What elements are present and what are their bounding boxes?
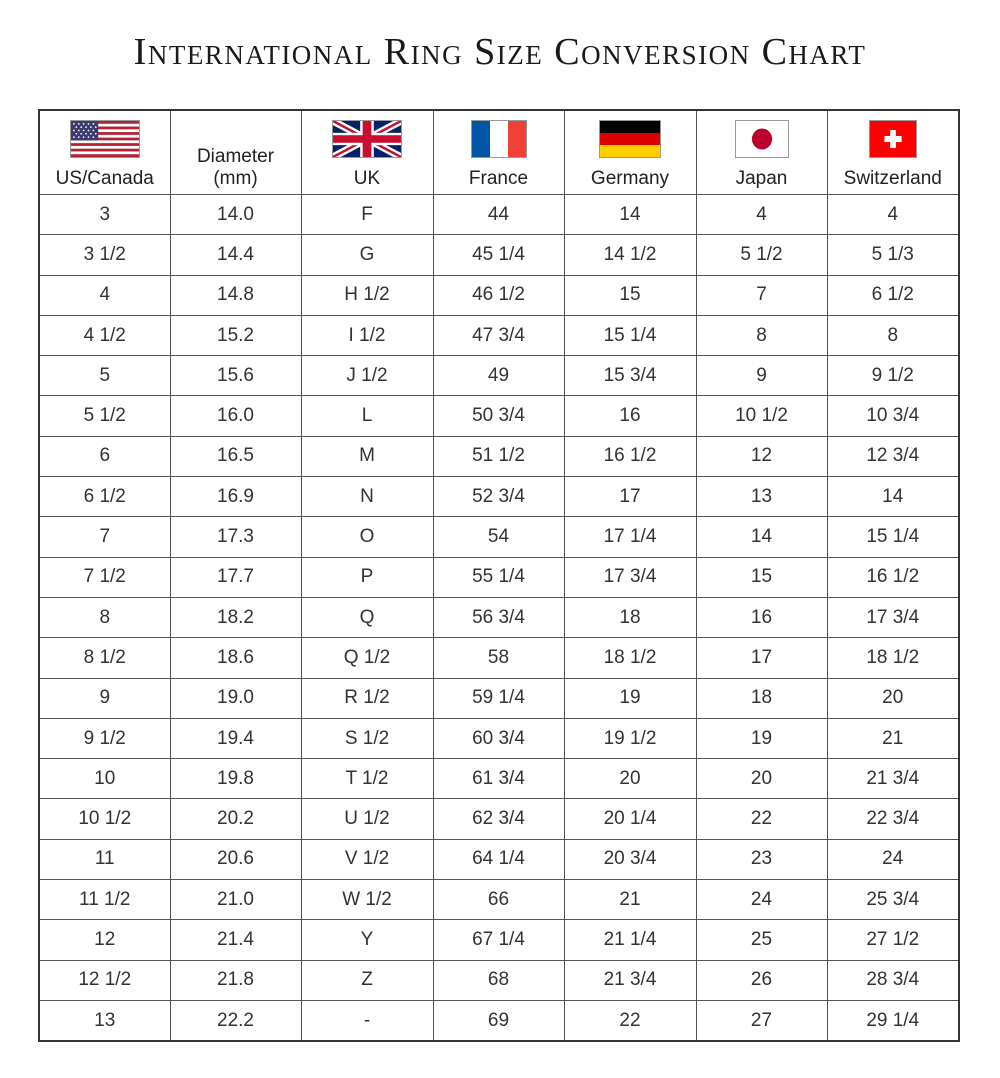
cell-france: 68 <box>433 960 564 1000</box>
cell-germany: 17 <box>564 477 696 517</box>
cell-japan: 8 <box>696 315 827 355</box>
table-row <box>39 718 959 758</box>
cell-switzerland: 21 <box>827 718 959 758</box>
cell-japan: 14 <box>696 517 827 557</box>
column-header-uk <box>301 110 433 195</box>
table-row <box>39 517 959 557</box>
cell-japan: 17 <box>696 638 827 678</box>
cell-switzerland: 6 1/2 <box>827 275 959 315</box>
cell-uk: - <box>301 1000 433 1041</box>
cell-us: 9 1/2 <box>39 718 170 758</box>
table-row <box>39 195 959 235</box>
cell-germany: 16 <box>564 396 696 436</box>
cell-switzerland: 20 <box>827 678 959 718</box>
table-body <box>39 195 959 1042</box>
cell-us: 8 <box>39 597 170 637</box>
cell-diameter: 14.4 <box>170 235 301 275</box>
cell-france: 54 <box>433 517 564 557</box>
cell-diameter: 17.3 <box>170 517 301 557</box>
cell-france: 60 3/4 <box>433 718 564 758</box>
cell-switzerland: 28 3/4 <box>827 960 959 1000</box>
japan-flag-icon <box>735 120 789 158</box>
table-row <box>39 960 959 1000</box>
cell-us: 3 1/2 <box>39 235 170 275</box>
cell-switzerland: 25 3/4 <box>827 880 959 920</box>
cell-uk: H 1/2 <box>301 275 433 315</box>
table-row <box>39 356 959 396</box>
cell-japan: 10 1/2 <box>696 396 827 436</box>
cell-us: 12 1/2 <box>39 960 170 1000</box>
cell-france: 55 1/4 <box>433 557 564 597</box>
cell-france: 50 3/4 <box>433 396 564 436</box>
cell-uk: G <box>301 235 433 275</box>
cell-uk: Y <box>301 920 433 960</box>
cell-us: 6 <box>39 436 170 476</box>
cell-diameter: 19.8 <box>170 759 301 799</box>
cell-france: 69 <box>433 1000 564 1041</box>
cell-diameter: 16.9 <box>170 477 301 517</box>
cell-germany: 22 <box>564 1000 696 1041</box>
cell-germany: 20 <box>564 759 696 799</box>
cell-switzerland: 8 <box>827 315 959 355</box>
table-row <box>39 920 959 960</box>
cell-us: 11 <box>39 839 170 879</box>
cell-france: 52 3/4 <box>433 477 564 517</box>
cell-germany: 18 1/2 <box>564 638 696 678</box>
cell-france: 67 1/4 <box>433 920 564 960</box>
cell-us: 12 <box>39 920 170 960</box>
chart-title: International Ring Size Conversion Chart <box>133 31 867 73</box>
cell-japan: 13 <box>696 477 827 517</box>
column-header-diameter <box>170 110 301 195</box>
table-row <box>39 477 959 517</box>
cell-switzerland: 16 1/2 <box>827 557 959 597</box>
france-flag-icon <box>471 120 527 158</box>
cell-diameter: 14.0 <box>170 195 301 235</box>
cell-france: 62 3/4 <box>433 799 564 839</box>
column-label-japan: Japan <box>735 168 788 189</box>
cell-switzerland: 24 <box>827 839 959 879</box>
cell-diameter: 21.4 <box>170 920 301 960</box>
cell-us: 7 1/2 <box>39 557 170 597</box>
table-header-row <box>39 110 959 195</box>
column-label-us: US/Canada <box>55 168 154 189</box>
cell-japan: 23 <box>696 839 827 879</box>
cell-diameter: 16.0 <box>170 396 301 436</box>
cell-us: 11 1/2 <box>39 880 170 920</box>
table-row <box>39 1000 959 1041</box>
cell-germany: 21 <box>564 880 696 920</box>
cell-japan: 9 <box>696 356 827 396</box>
cell-japan: 22 <box>696 799 827 839</box>
cell-germany: 19 1/2 <box>564 718 696 758</box>
cell-uk: Q 1/2 <box>301 638 433 678</box>
cell-diameter: 18.2 <box>170 597 301 637</box>
cell-germany: 21 1/4 <box>564 920 696 960</box>
cell-uk: U 1/2 <box>301 799 433 839</box>
cell-diameter: 16.5 <box>170 436 301 476</box>
cell-germany: 17 3/4 <box>564 557 696 597</box>
cell-diameter: 17.7 <box>170 557 301 597</box>
cell-uk: Q <box>301 597 433 637</box>
cell-uk: O <box>301 517 433 557</box>
cell-uk: R 1/2 <box>301 678 433 718</box>
cell-switzerland: 14 <box>827 477 959 517</box>
cell-germany: 14 <box>564 195 696 235</box>
cell-diameter: 21.0 <box>170 880 301 920</box>
cell-uk: V 1/2 <box>301 839 433 879</box>
column-header-france <box>433 110 564 195</box>
cell-uk: P <box>301 557 433 597</box>
cell-switzerland: 10 3/4 <box>827 396 959 436</box>
cell-uk: Z <box>301 960 433 1000</box>
cell-france: 56 3/4 <box>433 597 564 637</box>
cell-germany: 15 1/4 <box>564 315 696 355</box>
cell-france: 47 3/4 <box>433 315 564 355</box>
cell-us: 10 <box>39 759 170 799</box>
cell-france: 49 <box>433 356 564 396</box>
cell-germany: 18 <box>564 597 696 637</box>
table-row <box>39 436 959 476</box>
cell-japan: 24 <box>696 880 827 920</box>
column-label-germany: Germany <box>590 168 670 189</box>
cell-france: 51 1/2 <box>433 436 564 476</box>
cell-us: 5 <box>39 356 170 396</box>
cell-switzerland: 29 1/4 <box>827 1000 959 1041</box>
cell-japan: 25 <box>696 920 827 960</box>
cell-diameter: 22.2 <box>170 1000 301 1041</box>
cell-switzerland: 9 1/2 <box>827 356 959 396</box>
cell-japan: 7 <box>696 275 827 315</box>
cell-diameter: 19.0 <box>170 678 301 718</box>
column-header-switzerland <box>827 110 959 195</box>
cell-uk: J 1/2 <box>301 356 433 396</box>
cell-uk: W 1/2 <box>301 880 433 920</box>
cell-diameter: 20.2 <box>170 799 301 839</box>
germany-flag-icon <box>599 120 661 158</box>
cell-japan: 12 <box>696 436 827 476</box>
cell-diameter: 21.8 <box>170 960 301 1000</box>
cell-france: 61 3/4 <box>433 759 564 799</box>
cell-france: 44 <box>433 195 564 235</box>
cell-uk: I 1/2 <box>301 315 433 355</box>
table-row <box>39 799 959 839</box>
cell-japan: 16 <box>696 597 827 637</box>
cell-switzerland: 27 1/2 <box>827 920 959 960</box>
cell-germany: 21 3/4 <box>564 960 696 1000</box>
column-label-diameter: Diameter (mm) <box>196 146 275 189</box>
cell-diameter: 14.8 <box>170 275 301 315</box>
cell-diameter: 15.2 <box>170 315 301 355</box>
cell-france: 66 <box>433 880 564 920</box>
table-row <box>39 880 959 920</box>
cell-diameter: 18.6 <box>170 638 301 678</box>
cell-uk: L <box>301 396 433 436</box>
cell-us: 13 <box>39 1000 170 1041</box>
cell-france: 58 <box>433 638 564 678</box>
cell-us: 7 <box>39 517 170 557</box>
cell-switzerland: 5 1/3 <box>827 235 959 275</box>
cell-germany: 20 3/4 <box>564 839 696 879</box>
cell-us: 6 1/2 <box>39 477 170 517</box>
cell-japan: 27 <box>696 1000 827 1041</box>
cell-france: 46 1/2 <box>433 275 564 315</box>
cell-germany: 16 1/2 <box>564 436 696 476</box>
column-label-uk: UK <box>353 168 381 189</box>
table-row <box>39 315 959 355</box>
cell-uk: S 1/2 <box>301 718 433 758</box>
table-row <box>39 235 959 275</box>
column-header-us <box>39 110 170 195</box>
column-label-france: France <box>468 168 529 189</box>
switzerland-flag-icon <box>869 120 917 158</box>
cell-uk: N <box>301 477 433 517</box>
cell-us: 3 <box>39 195 170 235</box>
cell-diameter: 20.6 <box>170 839 301 879</box>
cell-japan: 20 <box>696 759 827 799</box>
cell-japan: 19 <box>696 718 827 758</box>
cell-switzerland: 17 3/4 <box>827 597 959 637</box>
cell-diameter: 15.6 <box>170 356 301 396</box>
cell-diameter: 19.4 <box>170 718 301 758</box>
table-row <box>39 597 959 637</box>
cell-france: 59 1/4 <box>433 678 564 718</box>
table-row <box>39 557 959 597</box>
cell-us: 4 <box>39 275 170 315</box>
cell-germany: 19 <box>564 678 696 718</box>
table-row <box>39 275 959 315</box>
cell-us: 8 1/2 <box>39 638 170 678</box>
cell-germany: 17 1/4 <box>564 517 696 557</box>
cell-japan: 4 <box>696 195 827 235</box>
cell-japan: 15 <box>696 557 827 597</box>
cell-germany: 15 <box>564 275 696 315</box>
cell-us: 9 <box>39 678 170 718</box>
cell-france: 64 1/4 <box>433 839 564 879</box>
column-header-germany <box>564 110 696 195</box>
cell-switzerland: 18 1/2 <box>827 638 959 678</box>
us-flag-icon <box>70 120 140 158</box>
cell-uk: M <box>301 436 433 476</box>
column-label-switzerland: Switzerland <box>843 168 942 189</box>
cell-germany: 15 3/4 <box>564 356 696 396</box>
cell-switzerland: 15 1/4 <box>827 517 959 557</box>
cell-japan: 5 1/2 <box>696 235 827 275</box>
table-row <box>39 678 959 718</box>
cell-us: 5 1/2 <box>39 396 170 436</box>
cell-france: 45 1/4 <box>433 235 564 275</box>
table-row <box>39 839 959 879</box>
ring-size-table <box>38 109 960 1042</box>
cell-japan: 26 <box>696 960 827 1000</box>
cell-uk: T 1/2 <box>301 759 433 799</box>
cell-switzerland: 12 3/4 <box>827 436 959 476</box>
cell-germany: 20 1/4 <box>564 799 696 839</box>
cell-uk: F <box>301 195 433 235</box>
cell-us: 4 1/2 <box>39 315 170 355</box>
table-row <box>39 638 959 678</box>
table-row <box>39 396 959 436</box>
cell-switzerland: 4 <box>827 195 959 235</box>
cell-us: 10 1/2 <box>39 799 170 839</box>
uk-flag-icon <box>332 120 402 158</box>
table-row <box>39 759 959 799</box>
cell-japan: 18 <box>696 678 827 718</box>
column-header-japan <box>696 110 827 195</box>
cell-germany: 14 1/2 <box>564 235 696 275</box>
cell-switzerland: 22 3/4 <box>827 799 959 839</box>
cell-switzerland: 21 3/4 <box>827 759 959 799</box>
